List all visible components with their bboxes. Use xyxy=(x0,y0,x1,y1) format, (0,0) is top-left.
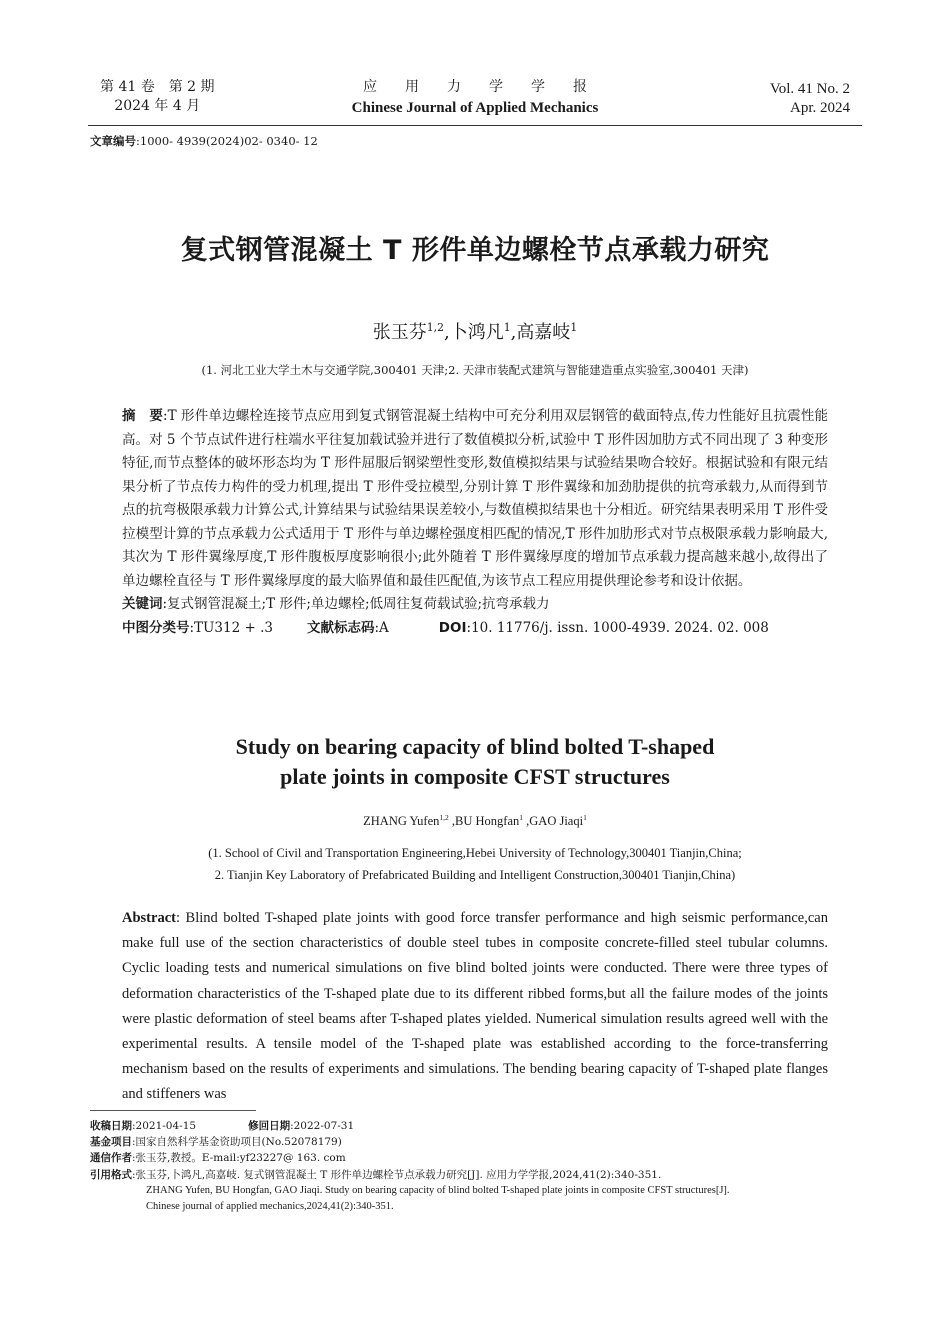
clc-value: :TU312 + .3 xyxy=(189,619,273,636)
title-cn: 复式钢管混凝土 T 形件单边螺栓节点承载力研究 xyxy=(180,235,770,266)
volume-issue-en: Vol. 41 No. 2 xyxy=(769,81,850,97)
abstract-en-label: Abstract xyxy=(122,910,176,926)
citation-value: :张玉芬,卜鸿凡,高嘉岐. 复式钢管混凝土 T 形件单边螺栓节点承载力研究[J]. 应用力学学报,2024,41(2):340-351. xyxy=(132,1168,662,1181)
abstract-en xyxy=(122,906,828,1108)
footnote-corresponding xyxy=(90,1150,870,1166)
abstract-cn-label: 摘 要 xyxy=(122,408,164,424)
journal-name-en: Chinese Journal of Applied Mechanics xyxy=(351,100,599,116)
article-number-label: 文章编号 xyxy=(90,134,136,148)
citation-en-line: Chinese journal of applied mechanics,2024,41(2):340-351. xyxy=(146,1201,394,1213)
affiliation-en-line: 2. Tianjin Key Laboratory of Prefabricated Building and Intelligent Construction,300401 Tianjin,China) xyxy=(214,868,736,882)
corresponding-label: 通信作者 xyxy=(90,1152,132,1165)
revised-label: 修回日期 xyxy=(248,1120,291,1132)
fund-value: :国家自然科学基金资助项目(No.52078179) xyxy=(132,1136,342,1149)
author-separator: , xyxy=(510,322,517,343)
author-cn: 高嘉岐 xyxy=(516,322,571,343)
author-en: GAO Jiaqi xyxy=(529,814,584,829)
affiliation-cn: (1. 河北工业大学土木与交通学院,300401 天津;2. 天津市装配式建筑与智能建造重点实验室,300401 天津) xyxy=(201,363,749,377)
abstract-cn-block xyxy=(122,405,828,640)
footnote-fund xyxy=(90,1134,870,1150)
authors-en xyxy=(0,813,950,829)
footnote-rule xyxy=(90,1110,256,1111)
affiliation-en-line: (1. School of Civil and Transportation Engineering,Hebei University of Technology,300401 Tianjin,China; xyxy=(208,846,742,860)
doi-label: DOI xyxy=(438,619,467,636)
author-cn: 卜鸿凡 xyxy=(449,322,504,343)
volume-issue-cn: 第 41 卷 第 2 期 xyxy=(100,79,215,95)
received-value: :2021-04-15 xyxy=(132,1120,197,1132)
title-en xyxy=(0,732,950,792)
footnote-citation xyxy=(90,1167,870,1183)
article-number-value: :1000- 4939(2024)02- 0340- 12 xyxy=(136,134,318,148)
author-affil-mark: 1,2 xyxy=(426,321,444,334)
keywords-cn-text: :复式钢管混凝土;T 形件;单边螺栓;低周往复荷载试验;抗弯承载力 xyxy=(162,596,550,612)
keywords-cn-label: 关键词 xyxy=(122,596,163,612)
date-cn: 2024 年 4 月 xyxy=(114,98,201,114)
author-cn: 张玉芬 xyxy=(372,322,427,343)
header-volume-en xyxy=(770,80,850,118)
footnote-dates xyxy=(90,1118,870,1134)
article-number xyxy=(90,133,318,149)
abstract-cn xyxy=(122,405,828,593)
abstract-cn-text: :T 形件单边螺栓连接节点应用到复式钢管混凝土结构中可充分利用双层钢管的截面特点,传力性能好且抗震性能高。对 5 个节点试件进行柱端水平往复加载试验并进行了数值模拟分析,试验中 T 形件因加肋方式不同出现了 3 种变形特征,而节点整体的破坏形态均为 T 形件屈服后钢梁塑性变形,数值模拟结果与试验结果吻合较好。根据试验和有限元结果分析了节点传力构件的受力机理,提出 T 形件受拉模型,分别计算 T 形件翼缘和加劲肋提供的抗弯承载力,从而得到节点的抗弯极限承载力计算公式,计算结果与试验结果误差较小,与数值模拟结果也十分相近。研究结果表明采用 T 形件受拉模型计算的节点承载力公式适用于 T 形件与单边螺栓强度相匹配的情况,T 形件加肋形式对节点极限承载力影响最大,其次为 T 形件翼缘厚度,T 形件腹板厚度影响很小;此外随着 T 形件翼缘厚度的增加节点承载力提高越来越小,故得出了单边螺栓直径与 T 形件翼缘厚度的最大临界值和最佳匹配值,为该节点工程应用提供理论参考和设计依据。 xyxy=(122,408,829,589)
title-en-line: plate joints in composite CFST structures xyxy=(280,764,670,789)
date-en: Apr. 2024 xyxy=(790,100,850,116)
doi-value: :10. 11776/j. issn. 1000-4939. 2024. 02. 008 xyxy=(466,619,769,636)
header-rule xyxy=(88,125,862,126)
abstract-en-text: : Blind bolted T-shaped plate joints with good force transfer performance and high seismic performance,can make full use of the section characteristics of double steel tubes in composite concrete-filled steel tubular columns. Cyclic loading tests and numerical simulations on five blind bolted joints were conducted. There were three types of deformation characteristics of the T-shaped plate due to its different ribbed forms,but all the failure modes of the joints were plastic deformation of steel beams after T-shaped plates yielded. Numerical simulation results agreed well with the experimental results. A tensile model of the T-shaped plate was established according to the force-transferring mechanism based on the results of experiments and simulations. The bending bearing capacity of T-shaped plate flanges and stiffeners was xyxy=(122,910,828,1103)
keywords-cn xyxy=(122,593,828,617)
author-separator: , xyxy=(523,814,530,829)
author-separator: , xyxy=(443,322,450,343)
revised-value: :2022-07-31 xyxy=(290,1120,355,1132)
citation-label: 引用格式 xyxy=(90,1168,132,1181)
author-en: ZHANG Yufen xyxy=(363,814,440,829)
fund-label: 基金项目 xyxy=(90,1136,132,1149)
corresponding-value: :张玉芬,教授。E-mail:yf23227@ 163. com xyxy=(132,1152,346,1165)
author-en: BU Hongfan xyxy=(455,814,520,829)
doc-code-value: :A xyxy=(374,619,389,636)
received-label: 收稿日期 xyxy=(90,1120,132,1132)
journal-name-cn: 应 用 力 学 学 报 xyxy=(363,79,587,95)
author-separator: , xyxy=(448,814,456,829)
classification-row xyxy=(122,617,828,641)
citation-en-line: ZHANG Yufen, BU Hongfan, GAO Jiaqi. Study on bearing capacity of blind bolted T-shaped plate joints in composite CFST structures[J]. xyxy=(146,1184,730,1196)
author-affil-mark: 1 xyxy=(583,813,587,822)
clc-label: 中图分类号 xyxy=(122,619,190,636)
authors-cn xyxy=(0,318,950,344)
title-en-line: Study on bearing capacity of blind bolted T-shaped xyxy=(235,734,715,759)
author-affil-mark: 1 xyxy=(519,813,524,822)
author-affil-mark: 1,2 xyxy=(439,813,449,822)
author-affil-mark: 1 xyxy=(503,321,511,334)
affiliation-en xyxy=(0,842,950,886)
author-affil-mark: 1 xyxy=(570,321,578,334)
doc-code-label: 文献标志码 xyxy=(306,619,375,636)
footnotes xyxy=(90,1118,870,1215)
